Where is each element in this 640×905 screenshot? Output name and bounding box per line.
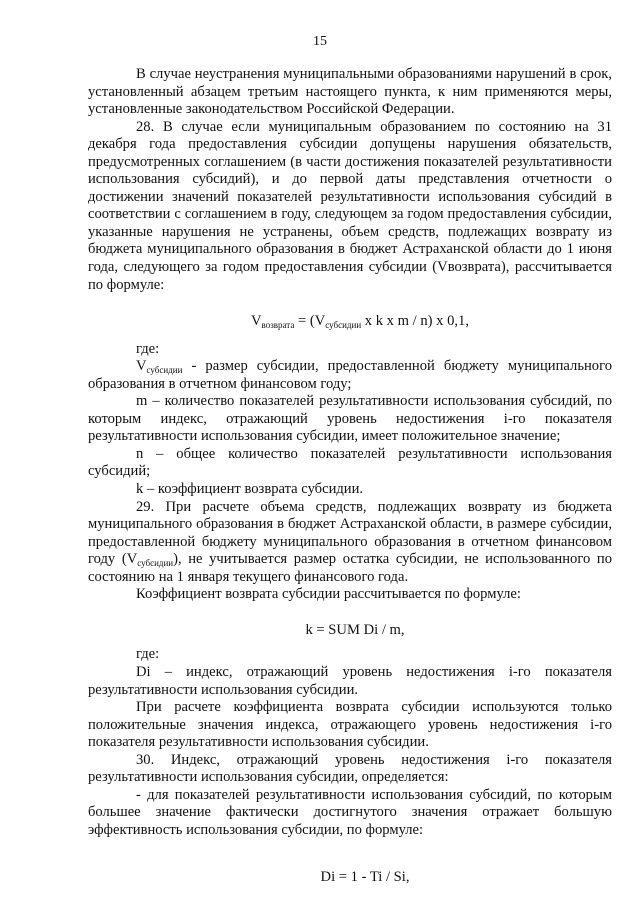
paragraph-29 [88, 499, 612, 587]
page-number: 15 [313, 34, 327, 49]
paragraph-calculation: При расчете коэффициента возврата субсидии используются только положительные значения индекса, отражающего уровень недостижения i-го показателя результативности использования субсидии. [88, 699, 612, 751]
formula-return-volume [88, 313, 612, 331]
formula-right: x k x m / n) x 0,1, [361, 313, 469, 330]
formula-middle: = (V [294, 313, 326, 330]
definition-di: Di – индекс, отражающий уровень недостижения i-го показателя результативности использования субсидии. [88, 663, 612, 698]
formula-v-sub-subsidy: субсидии [325, 320, 362, 331]
definition-n: n – общее количество показателей результативности использования субсидий; [88, 445, 612, 480]
def-v-text: - размер субсидии, предоставленной бюджету муниципального образования в отчетном финансовом году; [88, 358, 612, 392]
p29-sub: субсидии [137, 558, 174, 569]
where-label-2: где: [136, 646, 160, 663]
formula-v-symbol: V [251, 313, 262, 330]
document-body [88, 66, 612, 887]
p29-text-b: ), не учитывается размер остатка субсидии, не использованного по состоянию на 1 января текущего финансового года. [88, 551, 612, 585]
paragraph-noncompliance: В случае неустранения муниципальными образованиями нарушений в срок, установленный абзацем третьим настоящего пункта, к ним применяются меры, установленные законодательством Российской Федерации. [88, 66, 612, 118]
formula-v-sub-return: возврата [261, 320, 295, 331]
where-label-1: где: [136, 340, 160, 357]
formula-coefficient: k = SUM Di / m, [305, 621, 405, 638]
definition-k: k – коэффициент возврата субсидии. [136, 481, 364, 498]
paragraph-30: 30. Индекс, отражающий уровень недостижения i-го показателя результативности использования субсидии, определяется: [88, 751, 612, 786]
coefficient-intro: Коэффициент возврата субсидии рассчитывается по формуле: [136, 586, 521, 603]
p29-text-a: 29. При расчете объема средств, подлежащих возврату из бюджета муниципального образования в бюджет Астраханской области, в размере субсидии, предоставленной бюджету муниципального образования в отчетном финансовом году (V [88, 498, 612, 568]
formula-index: Di = 1 - Ti / Si, [320, 869, 410, 886]
def-v-symbol: V [136, 358, 147, 375]
paragraph-28: 28. В случае если муниципальным образованием по состоянию на 31 декабря года предоставления субсидии допущены нарушения обязательств, предусмотренных соглашением (в части достижения показателей результативности использования субсидий), и до первой даты представления отчетности о достижении значений показателей результативности использования субсидий в соответствии с соглашением в году, следующем за годом предоставления субсидии, указанные нарушения не устранены, объем средств, подлежащих возврату из бюджета муниципального образования в бюджет Астраханской области до 1 июня года, следующего за годом предоставления субсидии (Vвозврата), рассчитывается по формуле: [88, 118, 612, 293]
def-v-sub: субсидии [146, 365, 183, 376]
definition-v-subsidy [88, 358, 612, 393]
definition-m: m – количество показателей результативности использования субсидий, по которым индекс, отражающий уровень недостижения i-го показателя результативности использования субсидии, имеет положительное значение; [88, 393, 612, 445]
paragraph-indicator-list: - для показателей результативности использования субсидий, по которым большее значение фактически достигнутого значения отражает большую эффективность использования субсидии, по формуле: [88, 786, 612, 838]
